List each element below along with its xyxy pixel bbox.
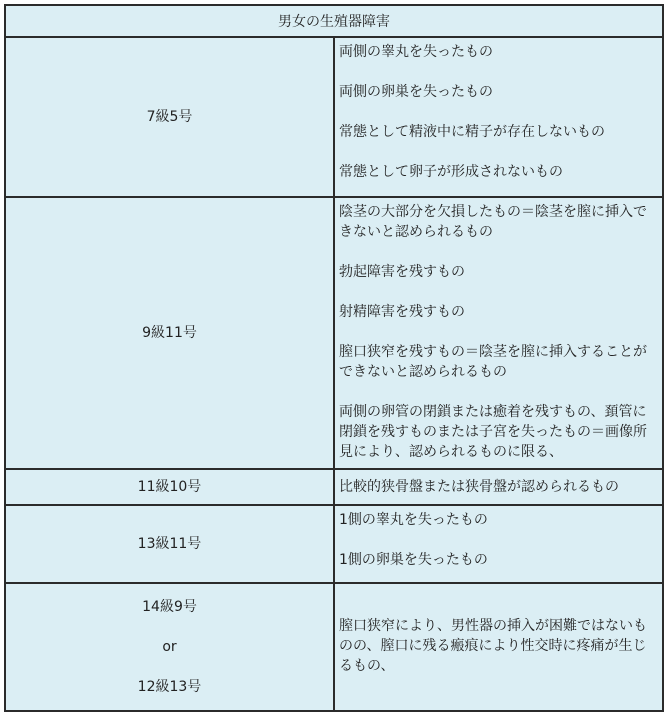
grade-cell: 7級5号 <box>5 37 334 197</box>
table-row <box>5 469 663 505</box>
grade-separator: or <box>162 639 177 655</box>
table-row <box>5 583 663 711</box>
criteria-item: 常態として卵子が形成されないもの <box>339 164 563 180</box>
criteria-cell <box>334 583 663 711</box>
table-header-row <box>5 5 663 37</box>
criteria-item: 膣口狭窄により、男性器の挿入が困難ではないものの、膣口に残る瘢痕により性交時に疼痛が生じるもの、 <box>339 618 647 674</box>
grade-cell: 11級10号 <box>5 469 334 505</box>
criteria-cell <box>334 37 663 197</box>
criteria-item: 比較的狭骨盤または狭骨盤が認められるもの <box>339 479 619 495</box>
criteria-cell <box>334 505 663 583</box>
criteria-item: 陰茎の大部分を欠損したもの＝陰茎を膣に挿入できないと認められるもの <box>339 204 647 240</box>
genital-disability-table-container <box>4 4 664 695</box>
criteria-item: 射精障害を残すもの <box>339 304 465 320</box>
table-row <box>5 505 663 583</box>
grade-line: 12級13号 <box>137 679 202 695</box>
criteria-item: 両側の卵巣を失ったもの <box>339 84 493 100</box>
criteria-item: 1側の卵巣を失ったもの <box>339 552 488 568</box>
criteria-item: 1側の睾丸を失ったもの <box>339 512 488 528</box>
criteria-cell <box>334 197 663 469</box>
table-row <box>5 37 663 197</box>
grade-line: 14級9号 <box>142 599 197 615</box>
criteria-item: 勃起障害を残すもの <box>339 264 465 280</box>
table-row <box>5 197 663 469</box>
grade-cell <box>5 583 334 711</box>
grade-cell: 13級11号 <box>5 505 334 583</box>
criteria-item: 両側の睾丸を失ったもの <box>339 44 493 60</box>
grade-cell: 9級11号 <box>5 197 334 469</box>
genital-disability-table <box>4 4 664 712</box>
criteria-item: 常態として精液中に精子が存在しないもの <box>339 124 605 140</box>
criteria-item: 膣口狭窄を残すもの＝陰茎を膣に挿入することができないと認められるもの <box>339 344 647 380</box>
criteria-cell <box>334 469 663 505</box>
criteria-item: 両側の卵管の閉鎖または癒着を残すもの、頚管に閉鎖を残すものまたは子宮を失ったもの＝画像所見により、認められるものに限る、 <box>339 404 647 460</box>
table-title: 男女の生殖器障害 <box>5 5 663 37</box>
